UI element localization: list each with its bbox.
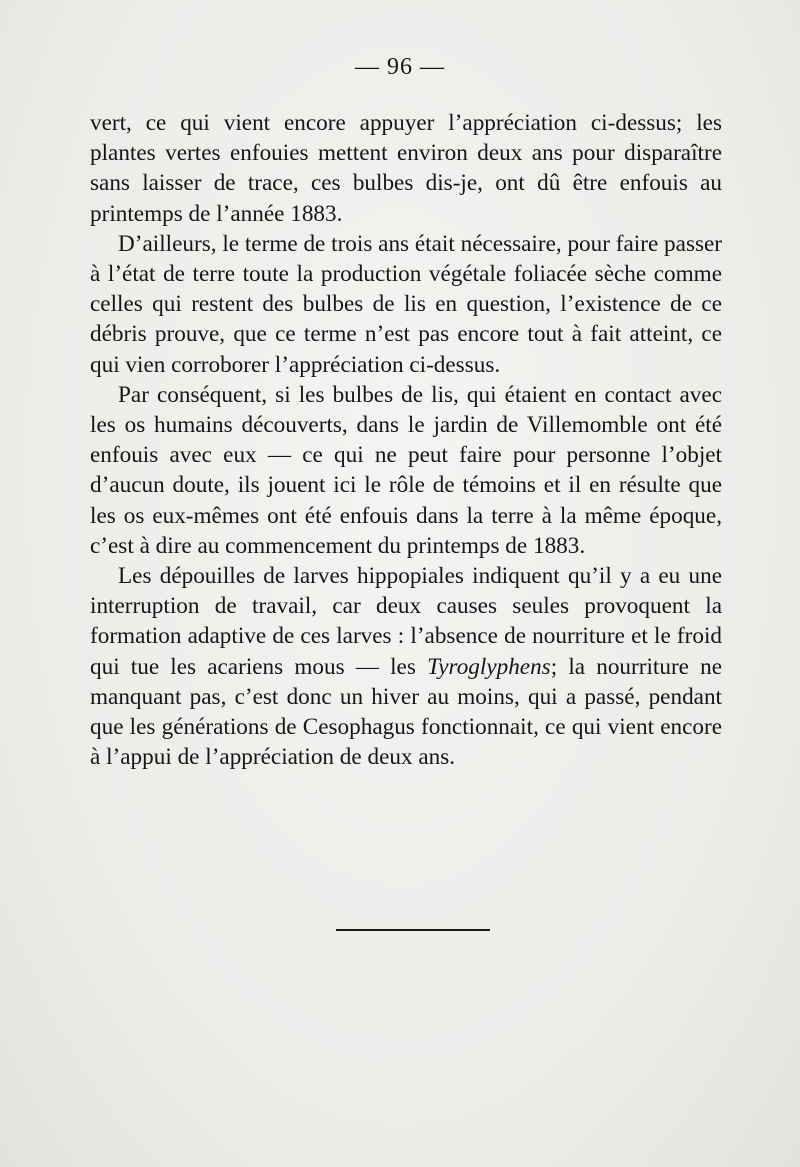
paragraph-4-before: Les dépouilles de larves hippopiales indiquent qu’il y a eu une interruption de travail, car deux causes seules provoquent la formation adaptive de ces larves : l’absence de nourriture et le froid qui tue les acariens mous — les	[90, 563, 722, 680]
paragraph-4	[90, 561, 722, 772]
paragraph-2: D’ailleurs, le terme de trois ans était nécessaire, pour faire passer à l’état de terre toute la production végétale foliacée sèche comme celles qui restent des bulbes de lis en question, l’existence de ce débris prouve, que ce terme n’est pas encore tout à fait atteint, ce qui vien corroborer l’appréciation ci-dessus.	[90, 230, 722, 378]
paragraph-4-italic-term: Tyroglyphens	[427, 653, 551, 680]
page-number: — 96 —	[355, 54, 445, 80]
section-end-rule	[336, 929, 490, 931]
paragraph-3: Par conséquent, si les bulbes de lis, qui étaient en contact avec les os humains découverts, dans le jardin de Villemomble ont été enfouis avec eux — ce qui ne peut faire pour personne l’objet d’aucun doute, ils jouent ici le rôle de témoins et il en résulte que les os eux-mêmes ont été enfouis dans la terre à la même époque, c’est à dire au commencement du printemps de 1883.	[90, 381, 722, 559]
paragraph-4-after: ; la nourriture ne manquant pas, c’est donc un hiver au moins, qui a passé, pendant que les générations de Cesophagus fonctionnait, ce qui vient encore à l’appui de l’appréciation de deux ans.	[90, 653, 723, 771]
paragraph-1: vert, ce qui vient encore appuyer l’appréciation ci-dessus; les plantes vertes enfouies mettent environ deux ans pour disparaître sans laisser de trace, ces bulbes dis-je, ont dû être enfouis au printemps de l’année 1883.	[90, 110, 722, 227]
body-text	[90, 108, 722, 772]
